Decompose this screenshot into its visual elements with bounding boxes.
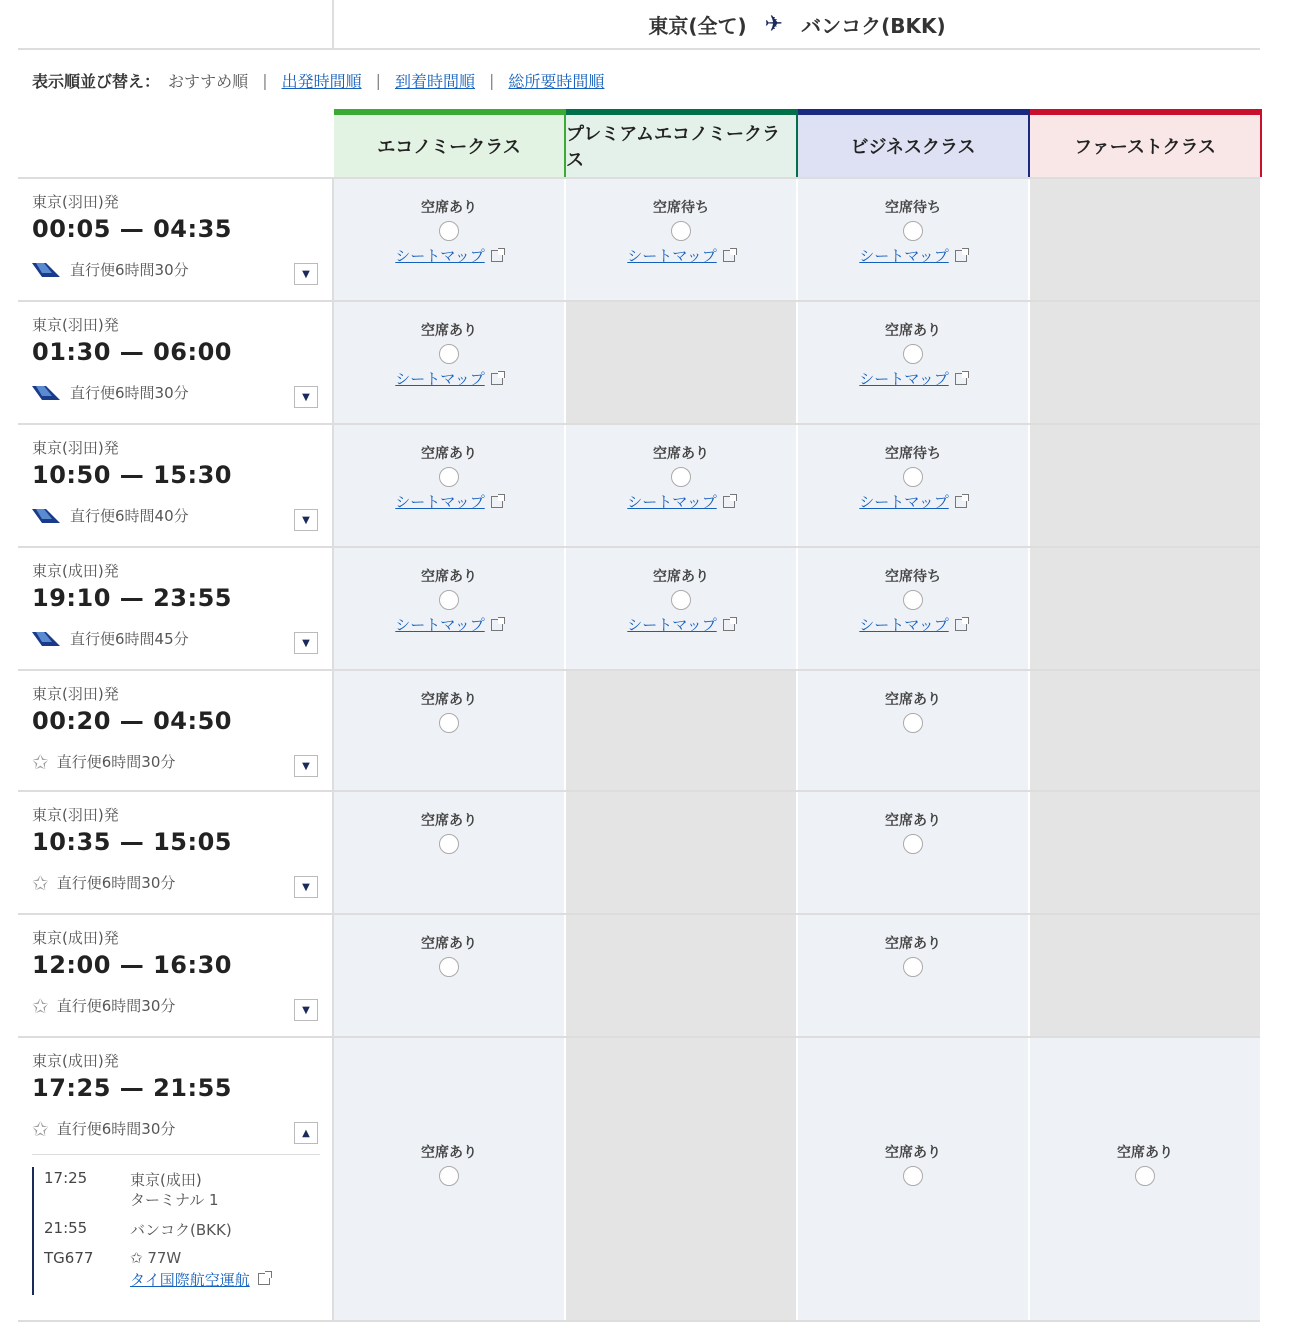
detail-dep-time: 17:25 <box>44 1169 88 1187</box>
flight-info <box>18 425 334 546</box>
seat-status: 空席あり <box>421 569 477 585</box>
seat-status: 空席待ち <box>885 446 941 462</box>
fare-radio[interactable] <box>439 834 459 854</box>
fare-cell[interactable] <box>334 915 566 1036</box>
seat-status: 空席あり <box>653 569 709 585</box>
detail-carrier <box>130 1269 270 1290</box>
sort-label: 表示順並び替え： <box>32 71 161 91</box>
carrier-link[interactable]: タイ国際航空運航 <box>130 1271 250 1289</box>
fare-cell[interactable] <box>334 671 566 790</box>
fare-radio[interactable] <box>903 344 923 364</box>
seatmap-link[interactable] <box>627 614 734 635</box>
flight-detail <box>32 1154 320 1304</box>
departure-airport: 東京(成田)発 <box>32 562 119 580</box>
expand-details-button[interactable]: ▼ <box>294 999 318 1021</box>
seat-status: 空席あり <box>421 936 477 952</box>
external-link-icon <box>955 496 967 508</box>
detail-arr-place: バンコク(BKK) <box>130 1221 232 1239</box>
flight-duration: 直行便6時間30分 <box>56 874 176 892</box>
seatmap-label: シートマップ <box>859 370 949 388</box>
fare-radio[interactable] <box>903 1166 923 1186</box>
fare-cell[interactable] <box>798 548 1030 669</box>
star-alliance-icon: ✩ <box>32 993 49 1018</box>
fare-cell-unavailable <box>566 1038 798 1320</box>
seat-status: 空席あり <box>421 323 477 339</box>
fare-radio[interactable] <box>439 590 459 610</box>
fare-radio[interactable] <box>439 1166 459 1186</box>
departure-airport: 東京(羽田)発 <box>32 316 119 334</box>
seatmap-label: シートマップ <box>859 493 949 511</box>
fare-cell-unavailable <box>1030 425 1262 546</box>
seatmap-link[interactable] <box>395 368 502 389</box>
external-link-icon <box>955 373 967 385</box>
seat-status: 空席あり <box>421 446 477 462</box>
external-link-icon <box>258 1273 270 1285</box>
seat-status: 空席あり <box>421 1145 477 1161</box>
flight-row <box>18 300 1260 423</box>
fare-cell[interactable] <box>566 425 798 546</box>
fare-option <box>334 689 564 733</box>
segment-bar <box>32 1167 34 1295</box>
bottom-divider <box>18 1320 1260 1322</box>
flight-duration: 直行便6時間30分 <box>56 1120 176 1138</box>
fare-cell-unavailable <box>566 302 798 423</box>
seatmap-link[interactable] <box>859 245 966 266</box>
flight-times: 01:30 — 06:00 <box>32 338 232 366</box>
fare-radio[interactable] <box>671 590 691 610</box>
seatmap-label: シートマップ <box>859 616 949 634</box>
expand-details-button[interactable]: ▼ <box>294 632 318 654</box>
fare-cell[interactable] <box>334 1038 566 1320</box>
external-link-icon <box>955 619 967 631</box>
flight-row <box>18 669 1260 790</box>
fare-cell[interactable] <box>334 302 566 423</box>
fare-radio[interactable] <box>903 221 923 241</box>
seat-status: 空席あり <box>885 323 941 339</box>
fare-radio[interactable] <box>439 713 459 733</box>
flight-row <box>18 546 1260 669</box>
class-header-premium-economy: プレミアムエコノミークラス <box>566 109 798 177</box>
flight-row <box>18 913 1260 1036</box>
detail-aircraft <box>130 1249 181 1267</box>
ana-airline-icon <box>32 384 62 402</box>
external-link-icon <box>491 619 503 631</box>
flight-times: 12:00 — 16:30 <box>32 951 232 979</box>
flight-meta <box>32 995 175 1016</box>
departure-airport: 東京(羽田)発 <box>32 806 119 824</box>
seat-status: 空席あり <box>885 1145 941 1161</box>
fare-radio[interactable] <box>903 590 923 610</box>
seat-status: 空席あり <box>1117 1145 1173 1161</box>
external-link-icon <box>491 496 503 508</box>
external-link-icon <box>491 373 503 385</box>
flight-duration: 直行便6時間30分 <box>56 997 176 1015</box>
flight-meta <box>32 259 189 280</box>
fare-radio[interactable] <box>671 221 691 241</box>
fare-cell-unavailable <box>1030 548 1262 669</box>
seatmap-link[interactable] <box>395 491 502 512</box>
seatmap-link[interactable] <box>395 245 502 266</box>
fare-cell[interactable] <box>798 425 1030 546</box>
collapse-details-button[interactable]: ▲ <box>294 1122 318 1144</box>
fare-option <box>334 1142 564 1186</box>
seat-status: 空席あり <box>885 813 941 829</box>
star-alliance-icon: ✩ <box>32 749 49 774</box>
fare-cell-unavailable <box>1030 671 1262 790</box>
fare-cell[interactable] <box>798 302 1030 423</box>
flight-times: 19:10 — 23:55 <box>32 584 232 612</box>
flight-duration: 直行便6時間30分 <box>70 261 189 279</box>
expand-details-button[interactable]: ▼ <box>294 876 318 898</box>
flight-meta <box>32 382 189 403</box>
departure-airport: 東京(羽田)発 <box>32 439 119 457</box>
flight-meta <box>32 1118 175 1139</box>
flight-times: 17:25 — 21:55 <box>32 1074 232 1102</box>
fare-cell[interactable] <box>566 548 798 669</box>
ana-airline-icon <box>32 630 62 648</box>
seat-status: 空席待ち <box>885 200 941 216</box>
seatmap-label: シートマップ <box>395 616 485 634</box>
class-header-row <box>334 109 1262 177</box>
fare-cell[interactable] <box>798 179 1030 300</box>
fare-option <box>798 689 1028 733</box>
seatmap-link[interactable] <box>859 491 966 512</box>
aircraft-type: 77W <box>147 1249 182 1267</box>
flight-duration: 直行便6時間40分 <box>70 507 189 525</box>
sort-by-duration[interactable]: 総所要時間順 <box>508 71 605 91</box>
fare-cell[interactable] <box>798 1038 1030 1320</box>
seatmap-label: シートマップ <box>627 247 717 265</box>
departure-airport: 東京(羽田)発 <box>32 193 119 211</box>
seatmap-label: シートマップ <box>859 247 949 265</box>
seatmap-link[interactable] <box>627 491 734 512</box>
flight-info <box>18 792 334 913</box>
fare-cell-unavailable <box>1030 792 1262 913</box>
fare-cell[interactable] <box>798 792 1030 913</box>
flight-meta <box>32 751 175 772</box>
external-link-icon <box>491 250 503 262</box>
flight-info <box>18 548 334 669</box>
sort-separator: | <box>262 70 268 90</box>
fare-cell[interactable] <box>798 671 1030 790</box>
departure-airport: 東京(成田)発 <box>32 929 119 947</box>
seat-status: 空席あり <box>421 200 477 216</box>
detail-dep-terminal: ターミナル 1 <box>130 1191 219 1209</box>
seatmap-label: シートマップ <box>395 493 485 511</box>
fare-option <box>334 443 564 512</box>
seat-status: 空席待ち <box>885 569 941 585</box>
seatmap-link[interactable] <box>395 614 502 635</box>
detail-flight-no: TG677 <box>44 1249 94 1267</box>
fare-option <box>798 566 1028 635</box>
flight-times: 10:35 — 15:05 <box>32 828 232 856</box>
flight-times: 10:50 — 15:30 <box>32 461 232 489</box>
seatmap-link[interactable] <box>859 614 966 635</box>
fare-option <box>566 197 796 266</box>
class-header-business: ビジネスクラス <box>798 109 1030 177</box>
sort-bar <box>32 66 604 94</box>
seatmap-link[interactable] <box>627 245 734 266</box>
seat-status: 空席待ち <box>653 200 709 216</box>
expand-details-button[interactable]: ▼ <box>294 509 318 531</box>
detail-dep-place: 東京(成田) <box>130 1171 202 1189</box>
fare-radio[interactable] <box>1135 1166 1155 1186</box>
flight-info <box>18 671 334 790</box>
fare-cell-unavailable <box>1030 302 1262 423</box>
class-header-economy: エコノミークラス <box>334 109 566 177</box>
flight-duration: 直行便6時間30分 <box>70 384 189 402</box>
sort-separator: | <box>375 70 381 90</box>
flight-row <box>18 423 1260 546</box>
fare-cell-unavailable <box>566 792 798 913</box>
fare-cell[interactable] <box>1030 1038 1262 1320</box>
fare-option <box>798 810 1028 854</box>
sort-current: おすすめ順 <box>168 71 249 91</box>
expand-details-button[interactable]: ▼ <box>294 263 318 285</box>
star-alliance-icon: ✩ <box>130 1249 148 1267</box>
flight-info <box>18 179 334 300</box>
sort-by-departure[interactable]: 出発時間順 <box>281 71 362 91</box>
fare-option <box>798 1142 1028 1186</box>
fare-radio[interactable] <box>903 713 923 733</box>
fare-option <box>798 197 1028 266</box>
fare-option <box>334 566 564 635</box>
fare-cell-unavailable <box>566 671 798 790</box>
fare-cell[interactable] <box>334 792 566 913</box>
seat-status: 空席あり <box>885 936 941 952</box>
route-title <box>334 0 1260 48</box>
seatmap-label: シートマップ <box>395 370 485 388</box>
fare-cell-unavailable <box>1030 179 1262 300</box>
seatmap-label: シートマップ <box>627 616 717 634</box>
destination-label: バンコク(BKK) <box>801 13 946 38</box>
sort-separator: | <box>489 70 495 90</box>
origin-label: 東京(全て) <box>648 13 747 38</box>
fare-option <box>566 443 796 512</box>
fare-radio[interactable] <box>903 834 923 854</box>
fare-cell[interactable] <box>566 179 798 300</box>
seat-status: 空席あり <box>885 692 941 708</box>
seat-status: 空席あり <box>653 446 709 462</box>
fare-radio[interactable] <box>903 957 923 977</box>
fare-radio[interactable] <box>671 467 691 487</box>
flight-meta <box>32 628 189 649</box>
external-link-icon <box>955 250 967 262</box>
expand-details-button[interactable]: ▼ <box>294 755 318 777</box>
fare-radio[interactable] <box>439 957 459 977</box>
fare-cell[interactable] <box>798 915 1030 1036</box>
fare-radio[interactable] <box>903 467 923 487</box>
fare-option <box>1030 1142 1260 1186</box>
external-link-icon <box>723 250 735 262</box>
flight-row <box>18 177 1260 300</box>
departure-airport: 東京(成田)発 <box>32 1052 119 1070</box>
external-link-icon <box>723 496 735 508</box>
detail-arr-time: 21:55 <box>44 1219 88 1237</box>
flight-duration: 直行便6時間45分 <box>70 630 189 648</box>
seat-status: 空席あり <box>421 813 477 829</box>
fare-option <box>798 443 1028 512</box>
route-header <box>18 0 1260 50</box>
ana-airline-icon <box>32 507 62 525</box>
fare-option <box>566 566 796 635</box>
flight-info <box>18 1038 334 1320</box>
fare-cell[interactable] <box>334 179 566 300</box>
sort-by-arrival[interactable]: 到着時間順 <box>394 71 475 91</box>
fare-radio[interactable] <box>439 467 459 487</box>
plane-icon: ✈ <box>764 11 784 37</box>
fare-option <box>798 933 1028 977</box>
seat-status: 空席あり <box>421 692 477 708</box>
fare-cell[interactable] <box>334 425 566 546</box>
flight-times: 00:05 — 04:35 <box>32 215 232 243</box>
flight-meta <box>32 872 175 893</box>
fare-option <box>334 320 564 389</box>
seatmap-label: シートマップ <box>627 493 717 511</box>
flight-duration: 直行便6時間30分 <box>56 753 176 771</box>
class-header-first: ファーストクラス <box>1030 109 1262 177</box>
flight-row <box>18 790 1260 913</box>
seatmap-label: シートマップ <box>395 247 485 265</box>
fare-cell-unavailable <box>566 915 798 1036</box>
flight-meta <box>32 505 189 526</box>
fare-radio[interactable] <box>439 344 459 364</box>
star-alliance-icon: ✩ <box>32 1116 49 1141</box>
seatmap-link[interactable] <box>859 368 966 389</box>
fare-option <box>334 933 564 977</box>
fare-radio[interactable] <box>439 221 459 241</box>
flight-info <box>18 302 334 423</box>
star-alliance-icon: ✩ <box>32 870 49 895</box>
departure-airport: 東京(羽田)発 <box>32 685 119 703</box>
ana-airline-icon <box>32 261 62 279</box>
external-link-icon <box>723 619 735 631</box>
fare-option <box>334 810 564 854</box>
fare-option <box>798 320 1028 389</box>
flight-info <box>18 915 334 1036</box>
flight-times: 00:20 — 04:50 <box>32 707 232 735</box>
fare-cell[interactable] <box>334 548 566 669</box>
fare-option <box>334 197 564 266</box>
flight-row <box>18 1036 1260 1320</box>
expand-details-button[interactable]: ▼ <box>294 386 318 408</box>
fare-cell-unavailable <box>1030 915 1262 1036</box>
